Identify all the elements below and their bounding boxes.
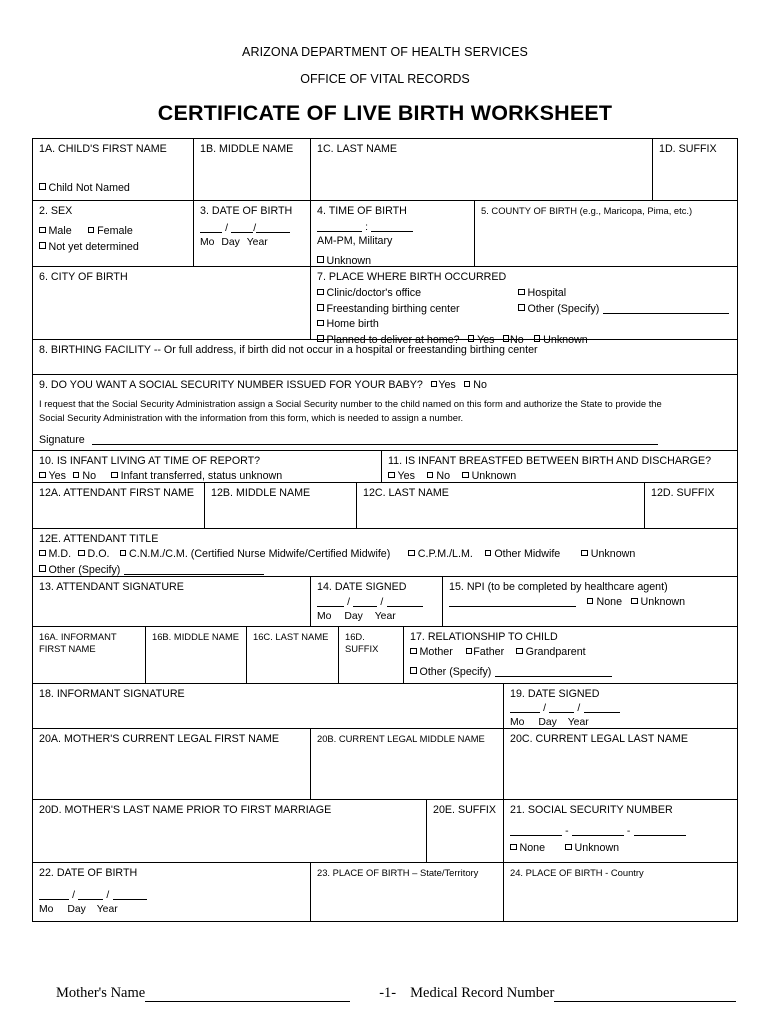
- place-home-birth-option[interactable]: [317, 318, 732, 331]
- page-footer: [32, 985, 738, 1002]
- npi-unknown-label: Unknown: [640, 596, 686, 609]
- npi-none-label: None: [596, 596, 623, 609]
- time-minute-input[interactable]: [371, 231, 413, 232]
- field-16a-label: 16A. INFORMANT FIRST NAME: [39, 631, 117, 654]
- page-title: CERTIFICATE OF LIVE BIRTH WORKSHEET: [157, 101, 613, 125]
- informant-signed-year-input[interactable]: [584, 712, 620, 713]
- title-do-option[interactable]: [78, 548, 109, 561]
- checkbox-icon[interactable]: [88, 227, 95, 234]
- dob-day-label: Day: [221, 237, 240, 249]
- field-1b-middle-name[interactable]: [194, 139, 311, 200]
- mother-dob-month-input[interactable]: [39, 899, 69, 900]
- sex-female-label: Female: [97, 225, 133, 238]
- ssn-part1-input[interactable]: [510, 835, 562, 836]
- field-16b-label: 16B. MIDDLE NAME: [152, 631, 240, 642]
- field-18-label: 18. INFORMANT SIGNATURE: [39, 688, 185, 700]
- field-1a-child-first-name[interactable]: [33, 139, 194, 200]
- field-16c-label: 16C. LAST NAME: [253, 631, 329, 642]
- field-20a-label: 20A. MOTHER'S CURRENT LEGAL FIRST NAME: [39, 733, 279, 745]
- ssn-yes-option[interactable]: [431, 379, 456, 392]
- field-22-mother-date-of-birth[interactable]: 22. DATE OF BIRTH / / Mo Day Year: [33, 863, 311, 921]
- field-9-ssn-request[interactable]: [33, 375, 737, 450]
- dob-year-input[interactable]: [256, 232, 290, 233]
- form-row-4: [33, 340, 737, 375]
- ssn-no-label: No: [473, 379, 487, 391]
- field-9-signature-label: Signature: [39, 433, 85, 446]
- field-12b-label: 12B. MIDDLE NAME: [211, 487, 311, 499]
- field-6-label: 6. CITY OF BIRTH: [39, 271, 128, 283]
- field-2-label: 2. SEX: [39, 205, 73, 217]
- relation-father-option[interactable]: [466, 646, 504, 659]
- field-20b-label: 20B. CURRENT LEGAL MIDDLE NAME: [317, 733, 485, 744]
- relation-other-input[interactable]: [495, 676, 612, 677]
- field-1c-label: 1C. LAST NAME: [317, 143, 397, 155]
- field-15-label: 15. NPI (to be completed by healthcare agent): [449, 581, 668, 593]
- field-19-label: 19. DATE SIGNED: [510, 688, 600, 700]
- mother-dob-year-label: Year: [96, 904, 118, 916]
- checkbox-icon[interactable]: [39, 472, 46, 479]
- breastfed-unknown-label: Unknown: [471, 470, 517, 483]
- field-12c-label: 12C. LAST NAME: [363, 487, 449, 499]
- signed-year-input[interactable]: [387, 606, 423, 607]
- field-3-date-of-birth[interactable]: 3. DATE OF BIRTH / / Mo Day Year: [194, 201, 311, 266]
- signed-mo-label: Mo: [317, 611, 332, 623]
- title-cpm-option[interactable]: [408, 548, 473, 561]
- field-20a-mother-first-name[interactable]: [33, 729, 311, 799]
- field-12d-label: 12D. SUFFIX: [651, 487, 715, 499]
- field-9-body-line2: Social Security Administration with the information from this form, which is needed to assign a number.: [39, 411, 464, 423]
- relation-other-label: Other (Specify): [419, 665, 492, 678]
- footer-page-number: -1-: [379, 985, 397, 1001]
- informant-day-label: Day: [538, 717, 557, 729]
- checkbox-icon[interactable]: [388, 472, 395, 479]
- title-other-input[interactable]: [124, 574, 264, 575]
- field-20d-maiden-name[interactable]: [33, 800, 427, 862]
- ssn-no-option[interactable]: [464, 379, 487, 392]
- field-16b-middle-name[interactable]: [146, 627, 247, 683]
- place-clinic-label: Clinic/doctor's office: [326, 287, 422, 300]
- ssn-unknown-option[interactable]: [565, 842, 619, 855]
- field-11-label: 11. IS INFANT BREASTFED BETWEEN BIRTH AND DISCHARGE?: [388, 455, 712, 467]
- field-1d-label: 1D. SUFFIX: [659, 143, 717, 155]
- field-20c-label: 20C. CURRENT LEGAL LAST NAME: [510, 733, 688, 745]
- field-21-label: 21. SOCIAL SECURITY NUMBER: [510, 804, 673, 816]
- sex-male-option[interactable]: [39, 225, 72, 238]
- footer-medical-record-input[interactable]: [554, 987, 736, 1002]
- field-2-sex[interactable]: [33, 201, 194, 266]
- field-8-label: 8. BIRTHING FACILITY -- Or full address, if birth did not occur in a hospital or freestanding birthing center: [39, 344, 538, 356]
- document-header: [0, 0, 770, 126]
- field-23-place-of-birth-state[interactable]: [311, 863, 504, 921]
- dob-month-input[interactable]: [200, 232, 222, 233]
- title-other-label: Other (Specify): [48, 563, 121, 576]
- informant-mo-label: Mo: [510, 717, 525, 729]
- form-row-6: [33, 451, 737, 483]
- signed-month-input[interactable]: [317, 606, 344, 607]
- planned-home-label: Planned to deliver at home?: [326, 333, 460, 346]
- form-row-13: [33, 800, 737, 863]
- checkbox-icon[interactable]: [587, 598, 594, 605]
- checkbox-icon[interactable]: [317, 289, 324, 296]
- checkbox-icon[interactable]: [39, 183, 46, 190]
- office-name: OFFICE OF VITAL RECORDS: [300, 72, 470, 86]
- place-hospital-option[interactable]: [518, 287, 566, 300]
- field-1c-last-name[interactable]: [311, 139, 653, 200]
- checkbox-icon[interactable]: [518, 289, 525, 296]
- place-home-label: Home birth: [326, 318, 379, 331]
- form-row-9: [33, 577, 737, 627]
- field-12e-label: 12E. ATTENDANT TITLE: [39, 533, 159, 545]
- field-24-place-of-birth-country[interactable]: [504, 863, 737, 921]
- sex-male-label: Male: [48, 225, 72, 238]
- field-5-county-of-birth[interactable]: [475, 201, 737, 266]
- planned-no-label: No: [510, 333, 524, 346]
- field-12e-attendant-title[interactable]: [33, 529, 737, 576]
- form-row-10: [33, 627, 737, 684]
- checkbox-icon[interactable]: [581, 550, 588, 557]
- title-cnm-option[interactable]: [120, 548, 391, 561]
- relation-father-label: Father: [473, 646, 505, 659]
- field-18-informant-signature[interactable]: [33, 684, 504, 728]
- agency-name: ARIZONA DEPARTMENT OF HEALTH SERVICES: [242, 45, 528, 59]
- field-10-label: 10. IS INFANT LIVING AT TIME OF REPORT?: [39, 455, 261, 467]
- form-row-8: [33, 529, 737, 577]
- field-10-infant-living[interactable]: [33, 451, 382, 482]
- form-row-3: [33, 267, 737, 346]
- checkbox-icon[interactable]: [565, 844, 572, 851]
- checkbox-icon[interactable]: [462, 472, 469, 479]
- time-ampm-label: AM-PM, Military: [317, 235, 393, 248]
- field-1b-label: 1B. MIDDLE NAME: [200, 143, 294, 155]
- field-16d-suffix[interactable]: [339, 627, 404, 683]
- form-row-11: [33, 684, 737, 729]
- relation-grandparent-option[interactable]: [516, 646, 586, 659]
- sex-not-yet-determined-option[interactable]: [39, 241, 139, 254]
- field-16a-informant-first-name[interactable]: [33, 627, 146, 683]
- footer-mothers-name-input[interactable]: [145, 987, 350, 1002]
- child-not-named-label: Child Not Named: [48, 181, 130, 194]
- checkbox-icon[interactable]: [464, 381, 471, 388]
- ssn-yes-label: Yes: [438, 379, 456, 391]
- field-9-signature-input[interactable]: [92, 435, 658, 445]
- checkbox-icon[interactable]: [485, 550, 492, 557]
- sex-nyd-label: Not yet determined: [48, 240, 139, 253]
- field-4-label: 4. TIME OF BIRTH: [317, 205, 407, 217]
- field-13-attendant-signature[interactable]: [33, 577, 311, 626]
- relation-mother-label: Mother: [419, 646, 453, 659]
- field-24-label: 24. PLACE OF BIRTH - Country: [510, 867, 644, 878]
- field-14-date-signed[interactable]: 14. DATE SIGNED / / Mo Day Year: [311, 577, 443, 626]
- field-20c-mother-last-name[interactable]: [504, 729, 737, 799]
- field-20d-label: 20D. MOTHER'S LAST NAME PRIOR TO FIRST MARRIAGE: [39, 804, 332, 816]
- field-14-label: 14. DATE SIGNED: [317, 581, 407, 593]
- field-17-label: 17. RELATIONSHIP TO CHILD: [410, 631, 558, 643]
- field-12a-attendant-first-name[interactable]: [33, 483, 205, 528]
- time-hour-input[interactable]: [317, 231, 362, 232]
- planned-unknown-label: Unknown: [543, 333, 588, 346]
- living-transferred-option[interactable]: [111, 470, 282, 483]
- field-3-label: 3. DATE OF BIRTH: [200, 205, 293, 217]
- title-unknown-label: Unknown: [590, 548, 636, 561]
- form-row-7: [33, 483, 737, 529]
- relation-mother-option[interactable]: [410, 646, 453, 659]
- breastfed-yes-label: Yes: [397, 470, 415, 483]
- living-no-label: No: [82, 470, 97, 483]
- checkbox-icon[interactable]: [111, 472, 118, 479]
- signed-day-input[interactable]: [353, 606, 377, 607]
- field-16c-last-name[interactable]: [247, 627, 339, 683]
- ssn-unknown-label: Unknown: [574, 842, 620, 855]
- field-6-city-of-birth[interactable]: [33, 267, 311, 339]
- informant-signed-day-input[interactable]: [549, 712, 574, 713]
- checkbox-icon[interactable]: [39, 227, 46, 234]
- title-other-midwife-label: Other Midwife: [494, 548, 561, 561]
- place-other-option[interactable]: [518, 303, 729, 316]
- ssn-none-label: None: [519, 842, 546, 855]
- title-unknown-option[interactable]: [581, 548, 635, 561]
- form-row-12: [33, 729, 737, 800]
- checkbox-icon[interactable]: [317, 304, 324, 311]
- checkbox-icon[interactable]: [317, 320, 324, 327]
- relation-grandparent-label: Grandparent: [525, 646, 586, 659]
- footer-medical-record-label: Medical Record Number: [410, 985, 555, 1001]
- ssn-part3-input[interactable]: [634, 835, 686, 836]
- sex-female-option[interactable]: [88, 225, 133, 238]
- informant-signed-month-input[interactable]: [510, 712, 540, 713]
- mother-dob-day-input[interactable]: [78, 899, 103, 900]
- field-12b-middle-name[interactable]: [205, 483, 357, 528]
- mother-dob-mo-label: Mo: [39, 904, 54, 916]
- field-13-label: 13. ATTENDANT SIGNATURE: [39, 581, 184, 593]
- form-row-1: [33, 139, 737, 201]
- checkbox-icon[interactable]: [73, 472, 80, 479]
- title-cpm-label: C.P.M./L.M.: [417, 548, 473, 561]
- checkbox-icon[interactable]: [39, 550, 46, 557]
- time-unknown-label: Unknown: [326, 254, 372, 267]
- place-freestanding-option[interactable]: [317, 303, 518, 316]
- birth-certificate-form: [32, 138, 738, 922]
- place-freestanding-label: Freestanding birthing center: [326, 302, 460, 315]
- field-11-breastfed[interactable]: [382, 451, 737, 482]
- breastfed-unknown-option[interactable]: [462, 470, 516, 483]
- field-1a-label: 1A. CHILD'S FIRST NAME: [39, 143, 167, 155]
- child-not-named-option[interactable]: [39, 182, 188, 197]
- footer-mothers-name-label: Mother's Name: [56, 985, 146, 1001]
- field-4-time-of-birth[interactable]: 4. TIME OF BIRTH : AM-PM, Military Unknown: [311, 201, 475, 266]
- living-transferred-label: Infant transferred, status unknown: [120, 470, 283, 483]
- field-12d-suffix[interactable]: [645, 483, 737, 528]
- living-yes-option[interactable]: [39, 470, 66, 483]
- checkbox-icon[interactable]: [631, 598, 638, 605]
- field-5-label: 5. COUNTY OF BIRTH (e.g., Maricopa, Pima, etc.): [481, 205, 693, 216]
- breastfed-no-label: No: [436, 470, 451, 483]
- dob-day-input[interactable]: [231, 232, 253, 233]
- living-yes-label: Yes: [48, 470, 66, 483]
- dob-mo-label: Mo: [200, 237, 215, 249]
- checkbox-icon[interactable]: [518, 304, 525, 311]
- checkbox-icon[interactable]: [39, 565, 46, 572]
- informant-year-label: Year: [567, 717, 589, 729]
- field-1d-suffix[interactable]: [653, 139, 737, 200]
- living-no-option[interactable]: [73, 470, 96, 483]
- checkbox-icon[interactable]: [431, 381, 438, 388]
- npi-none-option[interactable]: [587, 596, 622, 609]
- mother-dob-year-input[interactable]: [113, 899, 147, 900]
- field-7-place-birth-occurred[interactable]: [311, 267, 737, 346]
- title-do-label: D.O.: [87, 548, 110, 561]
- breastfed-yes-option[interactable]: [388, 470, 415, 483]
- field-20b-mother-middle-name[interactable]: [311, 729, 504, 799]
- form-row-2: [33, 201, 737, 267]
- dob-year-label: Year: [246, 237, 268, 249]
- planned-yes-label: Yes: [477, 333, 495, 346]
- title-md-option[interactable]: [39, 548, 71, 561]
- field-21-social-security-number[interactable]: 21. SOCIAL SECURITY NUMBER - - None Unknown: [504, 800, 737, 862]
- title-cnm-label: C.N.M./C.M. (Certified Nurse Midwife/Certified Midwife): [129, 548, 391, 561]
- field-23-label: 23. PLACE OF BIRTH – State/Territory: [317, 867, 479, 878]
- checkbox-icon[interactable]: [516, 648, 523, 655]
- field-22-label: 22. DATE OF BIRTH: [39, 867, 138, 879]
- field-9-label: 9. DO YOU WANT A SOCIAL SECURITY NUMBER ISSUED FOR YOUR BABY?: [39, 379, 423, 391]
- place-clinic-option[interactable]: [317, 287, 518, 300]
- field-7-label: 7. PLACE WHERE BIRTH OCCURRED: [317, 271, 507, 283]
- checkbox-icon[interactable]: [510, 844, 517, 851]
- checkbox-icon[interactable]: [39, 242, 46, 249]
- checkbox-icon[interactable]: [408, 550, 415, 557]
- field-12c-last-name[interactable]: [357, 483, 645, 528]
- place-other-label: Other (Specify): [527, 302, 600, 315]
- field-19-date-signed[interactable]: 19. DATE SIGNED / / Mo Day Year: [504, 684, 737, 728]
- title-other-midwife-option[interactable]: [485, 548, 560, 561]
- breastfed-no-option[interactable]: [427, 470, 450, 483]
- form-row-5: [33, 375, 737, 451]
- field-17-relationship-to-child[interactable]: [404, 627, 737, 683]
- ssn-none-option[interactable]: [510, 842, 545, 855]
- checkbox-icon[interactable]: [466, 648, 473, 655]
- checkbox-icon[interactable]: [317, 256, 324, 263]
- signed-year-label: Year: [374, 611, 396, 623]
- npi-unknown-option[interactable]: [631, 596, 685, 609]
- checkbox-icon[interactable]: [410, 648, 417, 655]
- field-9-body-line1: I request that the Social Security Administration assign a Social Security number to the child named on this form and authorize the State to provide the: [39, 398, 662, 410]
- place-hospital-label: Hospital: [527, 287, 567, 300]
- field-16d-label: 16D. SUFFIX: [345, 631, 379, 654]
- title-md-label: M.D.: [48, 548, 72, 561]
- mother-dob-day-label: Day: [67, 904, 86, 916]
- field-15-npi[interactable]: [443, 577, 737, 626]
- checkbox-icon[interactable]: [427, 472, 434, 479]
- field-20e-suffix[interactable]: [427, 800, 504, 862]
- form-row-14: [33, 863, 737, 921]
- checkbox-icon[interactable]: [78, 550, 85, 557]
- signed-day-label: Day: [344, 611, 363, 623]
- field-12a-label: 12A. ATTENDANT FIRST NAME: [39, 487, 194, 499]
- place-other-input[interactable]: [603, 313, 729, 314]
- checkbox-icon[interactable]: [410, 667, 417, 674]
- npi-input[interactable]: [449, 606, 576, 607]
- field-20e-label: 20E. SUFFIX: [433, 804, 496, 816]
- ssn-part2-input[interactable]: [572, 835, 624, 836]
- checkbox-icon[interactable]: [120, 550, 127, 557]
- field-8-birthing-facility[interactable]: [33, 340, 737, 374]
